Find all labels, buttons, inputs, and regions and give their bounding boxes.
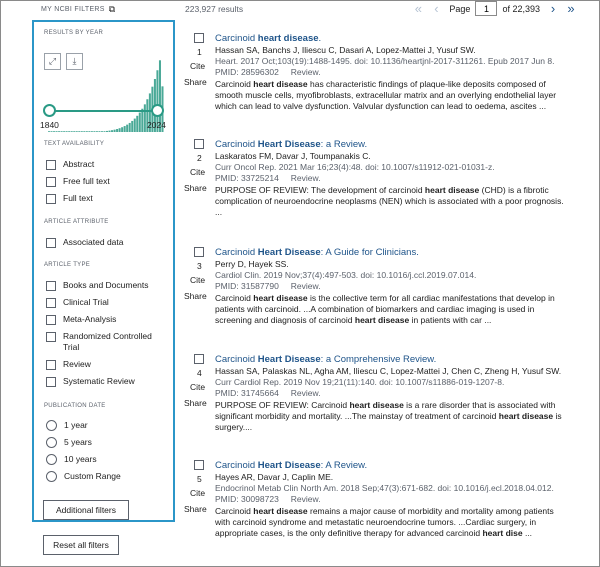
- snippet-text: Carcinoid: [215, 505, 254, 516]
- filter-label: Clinical Trial: [63, 297, 109, 307]
- snippet-highlight: heart disease: [253, 292, 308, 303]
- result-number: 2: [197, 153, 202, 163]
- additional-filters-button[interactable]: Additional filters: [43, 500, 129, 520]
- result-pmid: PMID: 33725214: [215, 173, 279, 184]
- result-title-link[interactable]: [215, 354, 565, 366]
- end-year-label: 2024: [147, 120, 166, 130]
- radio-button[interactable]: [46, 437, 57, 448]
- histogram-bar: [81, 131, 83, 132]
- radio-button[interactable]: [46, 471, 57, 482]
- snippet-highlight: heart disease: [498, 410, 554, 421]
- date-label: 10 years: [64, 454, 97, 464]
- histogram-bar: [131, 121, 133, 132]
- histogram-bar: [136, 116, 138, 132]
- histogram-bar: [78, 131, 80, 132]
- title-text: : A Guide for Clinicians.: [320, 247, 419, 258]
- title-highlight: heart disease: [257, 33, 319, 44]
- checkbox[interactable]: [46, 377, 56, 387]
- snippet-text: (CHD) is a fibrotic complication of neuroendocrine neoplasms (NEN) which is associated with a poor prognosis. ...: [215, 184, 564, 218]
- filter-free-full-text[interactable]: [46, 176, 163, 187]
- histogram-bar: [58, 131, 60, 132]
- next-page-icon[interactable]: ›: [550, 1, 556, 16]
- result-body: [215, 33, 565, 112]
- result-body: [215, 139, 565, 218]
- radio-button[interactable]: [46, 454, 57, 465]
- result-number: 5: [197, 474, 202, 484]
- result-journal: Curr Cardiol Rep. 2019 Nov 19;21(11):140. doi: 10.1007/s11886-019-1207-8.: [215, 377, 505, 388]
- title-text: Carcinoid: [215, 139, 258, 150]
- snippet-highlight: heart disease: [424, 184, 480, 195]
- histogram-bar: [86, 131, 88, 132]
- snippet-text: is the collective term for all cardiac manifestations that develop in patients with carcinoid. ...A combination of biomarkers and cardiac imaging is used in screening and diagnosis of carcinoid: [215, 292, 555, 326]
- result-pmid-line: [215, 173, 565, 184]
- histogram-bar: [119, 128, 121, 132]
- cite-button[interactable]: Cite: [190, 382, 206, 392]
- result-authors: Hassan SA, Banchs J, Iliescu C, Dasari A, Lopez-Mattei J, Yusuf SW.: [215, 45, 476, 55]
- pagination: [409, 1, 580, 16]
- filter-label: Meta-Analysis: [63, 314, 117, 324]
- filter-label: Free full text: [63, 176, 110, 186]
- result-number: 1: [197, 47, 202, 57]
- result-snippet: [215, 293, 565, 327]
- result-authors: Laskaratos FM, Davar J, Toumpanakis C.: [215, 151, 371, 161]
- histogram-bar: [98, 131, 100, 132]
- cite-button[interactable]: Cite: [190, 167, 206, 177]
- share-button[interactable]: Share: [184, 291, 207, 301]
- result-title-link[interactable]: [215, 460, 565, 472]
- result-checkbox[interactable]: [194, 247, 204, 257]
- result-checkbox[interactable]: [194, 460, 204, 470]
- histogram-bar: [73, 131, 75, 132]
- result-pmid-line: [215, 388, 565, 399]
- start-year-label: 1840: [40, 120, 59, 130]
- histogram-bar: [48, 131, 50, 132]
- filter-label: Randomized Controlled Trial: [63, 331, 152, 352]
- histogram-bar: [129, 123, 131, 132]
- result-snippet: [215, 400, 565, 434]
- result-body: [215, 460, 565, 539]
- filter-books-and-documents[interactable]: [46, 280, 163, 291]
- histogram-bar: [111, 130, 113, 132]
- snippet-text: has characteristic findings of plaque-like deposits composed of smooth muscle cells, myofibroblasts, extracellular matrix and an overlying endothelial layer which can lead to valve dysfunction. Valvular dysfunction can lead to oedema, ascites ...: [215, 78, 557, 112]
- snippet-highlight: heart disease: [354, 315, 410, 326]
- histogram-bar: [56, 131, 58, 132]
- checkbox[interactable]: [46, 298, 56, 308]
- title-text: .: [318, 33, 322, 44]
- my-ncbi-filters-label: MY NCBI FILTERS: [41, 6, 105, 13]
- title-text: : a Comprehensive Review.: [320, 354, 437, 365]
- start-year-handle[interactable]: [43, 104, 56, 117]
- previous-page-icon[interactable]: ‹: [434, 1, 439, 16]
- title-text: : A Review.: [320, 460, 368, 471]
- share-button[interactable]: Share: [184, 398, 207, 408]
- result-pmid-line: [215, 494, 565, 505]
- result-snippet: [215, 185, 565, 219]
- filter-systematic-review[interactable]: [46, 376, 163, 387]
- snippet-text: PURPOSE OF REVIEW: Carcinoid: [215, 399, 350, 410]
- first-page-icon[interactable]: «: [414, 1, 423, 16]
- histogram-bar: [71, 131, 73, 132]
- histogram-bar: [93, 131, 95, 132]
- result-checkbox[interactable]: [194, 354, 204, 364]
- filter-randomized-controlled-trial[interactable]: [46, 331, 163, 353]
- result-pmid-line: [215, 67, 565, 78]
- filter-clinical-trial[interactable]: [46, 297, 163, 308]
- snippet-text: Carcinoid: [215, 292, 254, 303]
- year-range-track: [48, 110, 157, 112]
- share-button[interactable]: Share: [184, 183, 207, 193]
- my-ncbi-filters-link[interactable]: [41, 4, 116, 15]
- histogram-bar: [109, 131, 111, 132]
- title-highlight: Heart Disease: [257, 354, 321, 365]
- result-type: Review.: [290, 67, 321, 78]
- histogram-bar: [144, 104, 146, 132]
- date-1-year[interactable]: [46, 420, 164, 431]
- last-page-icon[interactable]: »: [567, 1, 575, 16]
- checkbox[interactable]: [46, 238, 56, 248]
- share-button[interactable]: Share: [184, 77, 207, 87]
- filter-label: Review: [63, 359, 91, 369]
- title-highlight: Heart Disease: [257, 460, 321, 471]
- result-type: Review.: [290, 281, 321, 292]
- histogram-bar: [103, 131, 105, 132]
- title-text: : a Review.: [320, 139, 368, 150]
- page-label: Page: [449, 3, 471, 14]
- expand-timeline-icon[interactable]: ⤢: [44, 53, 61, 70]
- snippet-highlight: heart disease: [253, 505, 308, 516]
- result-title-link[interactable]: [215, 139, 565, 151]
- total-pages-label: of 22,393: [502, 3, 540, 14]
- result-body: [215, 354, 565, 433]
- histogram-bar: [88, 131, 90, 132]
- histogram-bar: [141, 109, 143, 132]
- histogram-bar: [91, 131, 93, 132]
- snippet-text: PURPOSE OF REVIEW: The development of carcinoid: [215, 184, 425, 195]
- checkbox[interactable]: [46, 332, 56, 342]
- filter-label: Associated data: [63, 237, 124, 247]
- histogram-bar: [124, 126, 126, 132]
- text-availability-title: TEXT AVAILABILITY: [44, 141, 105, 147]
- results-by-year-title: RESULTS BY YEAR: [44, 30, 104, 36]
- checkbox[interactable]: [46, 160, 56, 170]
- result-pmid: PMID: 31587790: [215, 281, 279, 292]
- snippet-highlight: heart disease: [253, 78, 308, 89]
- result-journal: Curr Oncol Rep. 2021 Mar 16;23(4):48. doi: 10.1007/s11912-021-01031-z.: [215, 162, 495, 173]
- checkbox[interactable]: [46, 194, 56, 204]
- date-label: 1 year: [64, 420, 88, 430]
- result-pmid: PMID: 28596302: [215, 67, 279, 78]
- snippet-text: is a rare disorder that is associated with significant morbidity and mortality. ...The mainstay of treatment of carcinoid: [215, 399, 556, 421]
- results-count: 223,927 results: [185, 4, 244, 14]
- checkbox[interactable]: [46, 177, 56, 187]
- title-text: Carcinoid: [215, 460, 258, 471]
- snippet-highlight: heart disease: [349, 399, 404, 410]
- histogram-bar: [68, 131, 70, 132]
- publication-date-title: PUBLICATION DATE: [44, 403, 106, 409]
- radio-button[interactable]: [46, 420, 57, 431]
- snippet-text: Carcinoid: [215, 78, 254, 89]
- histogram-bar: [101, 131, 103, 132]
- result-pmid: PMID: 31745664: [215, 388, 279, 399]
- title-highlight: Heart Disease: [257, 247, 321, 258]
- page-number-input[interactable]: [475, 1, 497, 16]
- checkbox[interactable]: [46, 281, 56, 291]
- filter-full-text[interactable]: [46, 193, 163, 204]
- histogram-bar: [116, 129, 118, 132]
- result-type: Review.: [290, 388, 321, 399]
- snippet-text: is surgery....: [215, 410, 562, 433]
- cite-button[interactable]: Cite: [190, 275, 206, 285]
- histogram-bar: [66, 131, 68, 132]
- date-label: Custom Range: [64, 471, 121, 481]
- date-custom-range[interactable]: [46, 471, 164, 482]
- result-type: Review.: [290, 494, 321, 505]
- filter-abstract[interactable]: [46, 159, 163, 170]
- histogram-bar: [76, 131, 78, 132]
- result-authors: Hassan SA, Palaskas NL, Agha AM, Iliescu C, Lopez-Mattei J, Chen C, Zheng H, Yusuf SW.: [215, 366, 562, 376]
- date-10-years[interactable]: [46, 454, 164, 465]
- date-5-years[interactable]: [46, 437, 164, 448]
- histogram-bar: [134, 119, 136, 132]
- filter-label: Books and Documents: [63, 280, 149, 290]
- histogram-bar: [96, 131, 98, 132]
- result-authors: Perry D, Hayek SS.: [215, 259, 289, 269]
- checkbox[interactable]: [46, 360, 56, 370]
- result-number: 3: [197, 261, 202, 271]
- filters-sidebar: [32, 20, 175, 522]
- result-pmid: PMID: 30098723: [215, 494, 279, 505]
- histogram-bar: [83, 131, 85, 132]
- snippet-text: in patients with car ...: [409, 315, 492, 326]
- end-year-handle[interactable]: [151, 104, 164, 117]
- histogram-bar: [139, 113, 141, 132]
- result-checkbox[interactable]: [194, 33, 204, 43]
- histogram-bar: [53, 131, 55, 132]
- histogram-bar: [51, 131, 53, 132]
- filter-meta-analysis[interactable]: [46, 314, 163, 325]
- external-link-icon: ⧉: [108, 4, 116, 14]
- result-number: 4: [197, 368, 202, 378]
- histogram-bar: [106, 131, 108, 132]
- result-journal: Endocrinol Metab Clin North Am. 2018 Sep;47(3):671-682. doi: 10.1016/j.ecl.2018.04.012.: [215, 483, 554, 494]
- result-title-link[interactable]: [215, 33, 565, 45]
- filter-label: Systematic Review: [63, 376, 135, 386]
- share-button[interactable]: Share: [184, 504, 207, 514]
- histogram-bar: [126, 125, 128, 132]
- snippet-highlight: heart dise: [482, 528, 523, 539]
- result-pmid-line: [215, 281, 565, 292]
- filter-review[interactable]: [46, 359, 163, 370]
- result-snippet: [215, 79, 565, 113]
- histogram-bar: [114, 130, 116, 132]
- result-body: [215, 247, 565, 326]
- snippet-text: remains a major cause of morbidity and mortality among patients with carcinoid syndrome and metastatic neuroendocrine tumors. ...Cardiac surgery, in appropriate cases, is the only definitive therapy for advanced carcinoid: [215, 505, 554, 539]
- filter-label: Full text: [63, 193, 93, 203]
- result-snippet: [215, 506, 565, 540]
- result-title-link[interactable]: [215, 247, 565, 259]
- result-authors: Hayes AR, Davar J, Caplin ME.: [215, 472, 334, 482]
- article-type-title: ARTICLE TYPE: [44, 262, 91, 268]
- cite-button[interactable]: Cite: [190, 61, 206, 71]
- result-journal: Heart. 2017 Oct;103(19):1488-1495. doi: 10.1136/heartjnl-2017-311261. Epub 2017 Jun 8.: [215, 56, 555, 67]
- filter-associated-data[interactable]: [46, 237, 163, 248]
- checkbox[interactable]: [46, 315, 56, 325]
- snippet-text: ...: [522, 528, 533, 539]
- result-checkbox[interactable]: [194, 139, 204, 149]
- histogram-bar: [63, 131, 65, 132]
- title-text: Carcinoid: [215, 354, 258, 365]
- title-text: Carcinoid: [215, 33, 258, 44]
- date-label: 5 years: [64, 437, 92, 447]
- histogram-bar: [61, 131, 63, 132]
- reset-all-filters-button[interactable]: Reset all filters: [43, 535, 119, 555]
- cite-button[interactable]: Cite: [190, 488, 206, 498]
- download-icon[interactable]: ⤓: [66, 53, 83, 70]
- article-attribute-title: ARTICLE ATTRIBUTE: [44, 219, 109, 225]
- title-highlight: Heart Disease: [257, 139, 321, 150]
- histogram-bar: [121, 127, 123, 132]
- filter-label: Abstract: [63, 159, 95, 169]
- result-type: Review.: [290, 173, 321, 184]
- result-journal: Cardiol Clin. 2019 Nov;37(4):497-503. doi: 10.1016/j.ccl.2019.07.014.: [215, 270, 477, 281]
- title-text: Carcinoid: [215, 247, 258, 258]
